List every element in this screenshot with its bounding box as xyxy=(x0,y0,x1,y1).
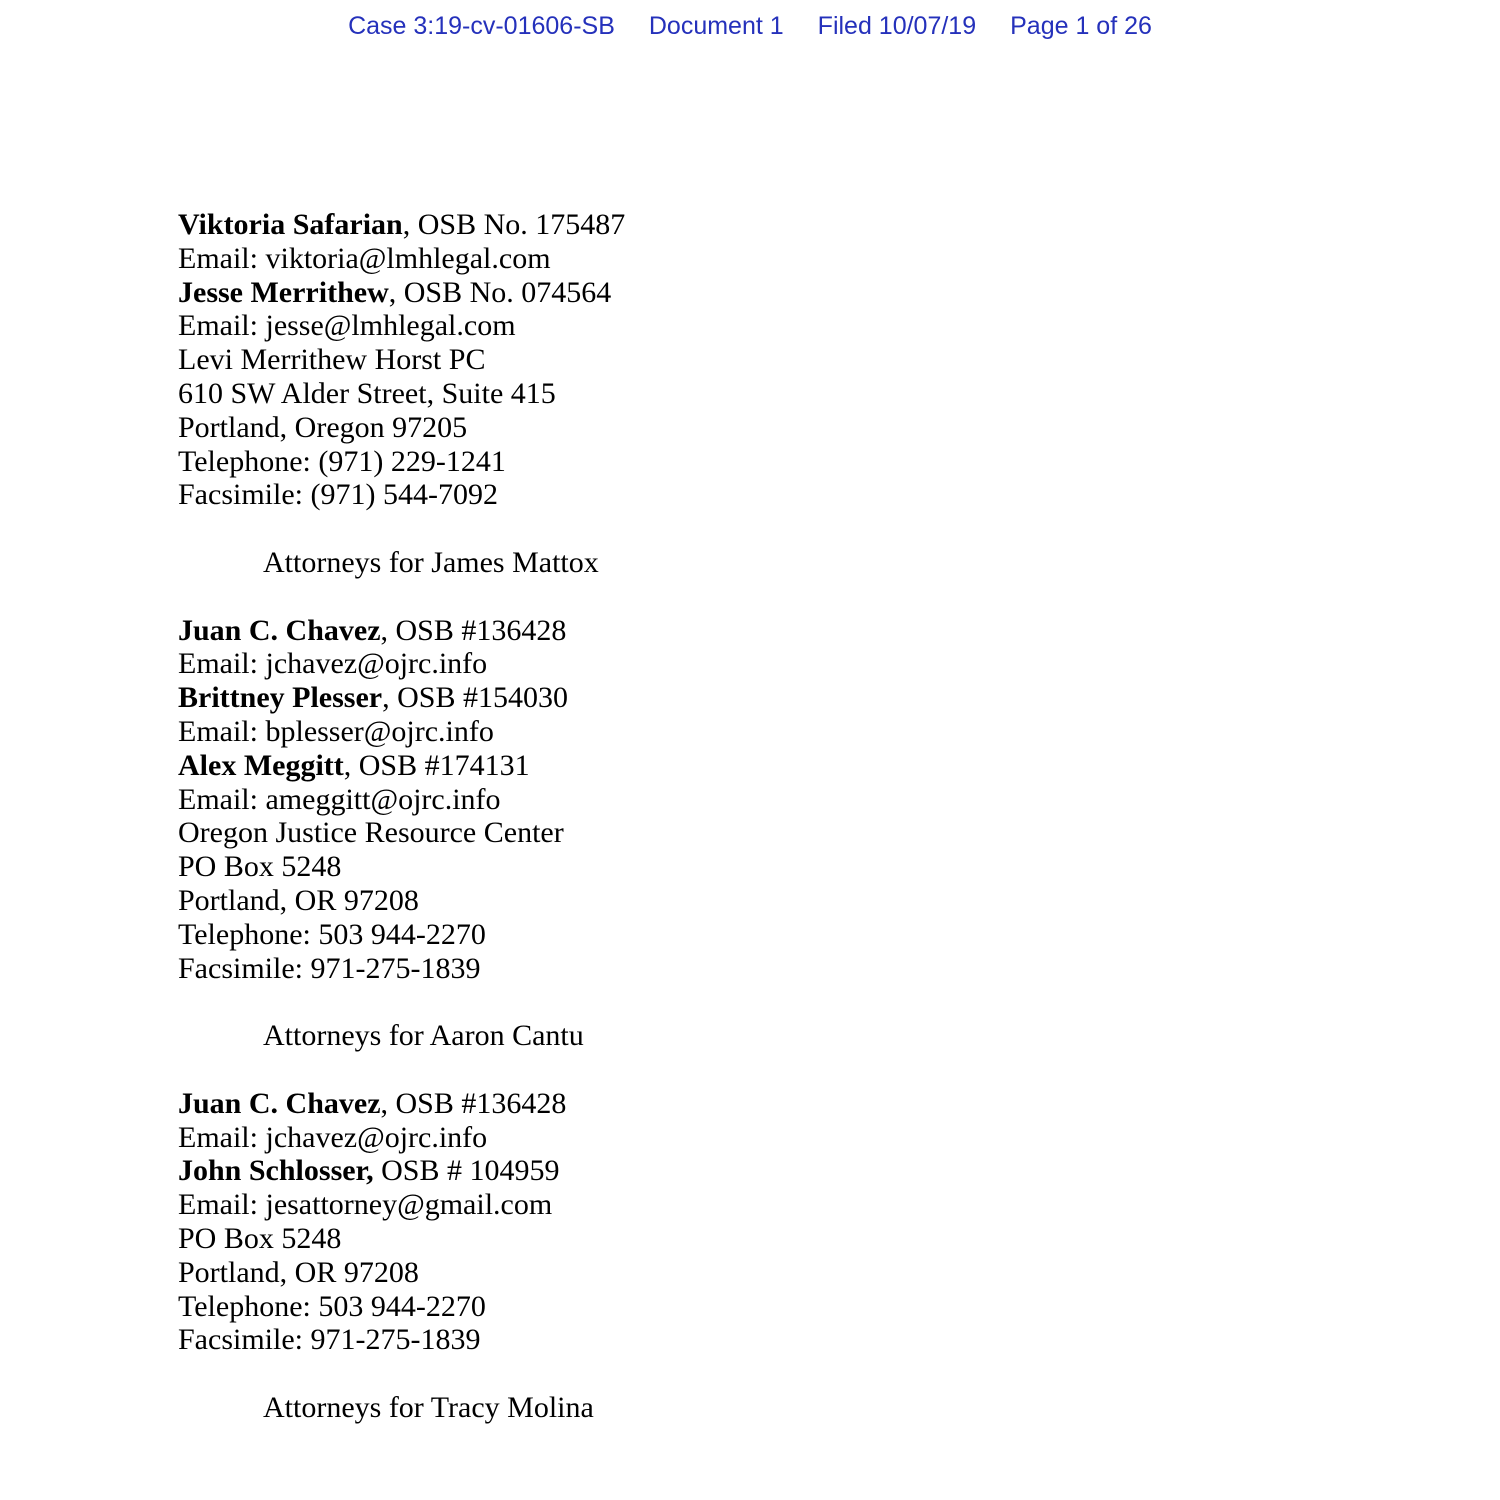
contact-text: Telephone: 503 944-2270 xyxy=(178,917,486,951)
attorney-attribution-line: Attorneys for James Mattox xyxy=(263,545,599,579)
contact-line xyxy=(178,1323,1400,1357)
contact-text: Email: jesse@lmhlegal.com xyxy=(178,309,516,343)
contact-line xyxy=(178,276,1400,310)
contact-line xyxy=(178,1121,1400,1155)
contact-text: , OSB #174131 xyxy=(343,748,530,782)
contact-line xyxy=(178,1154,1400,1188)
contact-text: Portland, OR 97208 xyxy=(178,883,419,917)
contact-line xyxy=(178,681,1400,715)
case-stamp-header xyxy=(0,12,1500,41)
contact-text: , OSB #136428 xyxy=(380,1086,567,1120)
contact-text: Telephone: (971) 229-1241 xyxy=(178,444,506,478)
attorney-name-text: John Schlosser, xyxy=(178,1154,374,1188)
contact-text: , OSB No. 074564 xyxy=(388,275,612,309)
contact-line xyxy=(178,783,1400,817)
contact-text: OSB # 104959 xyxy=(373,1154,560,1188)
contact-line xyxy=(178,208,1400,242)
stamp-filed-date: Filed 10/07/19 xyxy=(817,12,977,40)
attorney-contact-block xyxy=(178,1087,1400,1357)
contact-line xyxy=(178,1290,1400,1324)
attorney-name-text: Viktoria Safarian xyxy=(178,208,403,241)
attorney-contact-block xyxy=(178,614,1400,986)
contact-text: Email: jchavez@ojrc.info xyxy=(178,1120,488,1154)
contact-text: Portland, Oregon 97205 xyxy=(178,410,468,444)
contact-text: Facsimile: 971-275-1839 xyxy=(178,951,481,985)
attorney-attribution-line: Attorneys for Tracy Molina xyxy=(263,1390,594,1424)
contact-text: Email: bplesser@ojrc.info xyxy=(178,714,494,748)
contact-line xyxy=(178,478,1400,512)
contact-line xyxy=(178,749,1400,783)
contact-text: Email: jchavez@ojrc.info xyxy=(178,647,488,681)
contact-line xyxy=(178,884,1400,918)
contact-text: Facsimile: (971) 544-7092 xyxy=(178,478,498,512)
contact-line xyxy=(178,411,1400,445)
attorney-name-text: Brittney Plesser xyxy=(178,681,383,715)
contact-text: , OSB #154030 xyxy=(382,681,568,715)
attorney-attribution-line: Attorneys for Aaron Cantu xyxy=(263,1019,584,1053)
contact-line xyxy=(178,850,1400,884)
contact-line xyxy=(178,816,1400,850)
contact-text: PO Box 5248 xyxy=(178,1221,342,1255)
contact-line xyxy=(178,445,1400,479)
attorney-name-text: Jesse Merrithew xyxy=(178,275,389,309)
contact-text: Email: ameggitt@ojrc.info xyxy=(178,782,501,816)
attorney-name-text: Alex Meggitt xyxy=(178,748,344,782)
contact-line xyxy=(178,647,1400,681)
contact-line xyxy=(178,343,1400,377)
stamp-page-number: Page 1 of 26 xyxy=(1010,12,1152,40)
contact-line xyxy=(178,377,1400,411)
contact-line xyxy=(178,1188,1400,1222)
contact-line xyxy=(178,715,1400,749)
contact-text: 610 SW Alder Street, Suite 415 xyxy=(178,376,556,410)
contact-text: Oregon Justice Resource Center xyxy=(178,816,564,850)
contact-text: Email: jesattorney@gmail.com xyxy=(178,1188,553,1222)
contact-line xyxy=(178,918,1400,952)
contact-line xyxy=(178,242,1400,276)
attorney-name-text: Juan C. Chavez xyxy=(178,1086,381,1120)
contact-text: Telephone: 503 944-2270 xyxy=(178,1289,486,1323)
contact-line xyxy=(178,309,1400,343)
contact-line xyxy=(178,1256,1400,1290)
contact-text: Levi Merrithew Horst PC xyxy=(178,343,486,377)
attorney-contact-block xyxy=(178,208,1400,512)
contact-text: Email: viktoria@lmhlegal.com xyxy=(178,241,551,275)
contact-text: , OSB #136428 xyxy=(380,613,567,647)
contact-line xyxy=(178,1087,1400,1121)
contact-line xyxy=(178,952,1400,986)
contact-text: Portland, OR 97208 xyxy=(178,1255,419,1289)
contact-text: Facsimile: 971-275-1839 xyxy=(178,1323,481,1357)
document-body xyxy=(178,208,1400,1458)
attorney-name-text: Juan C. Chavez xyxy=(178,613,381,647)
contact-line xyxy=(178,1222,1400,1256)
contact-text: , OSB No. 175487 xyxy=(402,208,626,241)
contact-text: PO Box 5248 xyxy=(178,850,342,884)
stamp-case-number: Case 3:19-cv-01606-SB xyxy=(348,12,615,40)
contact-line xyxy=(178,614,1400,648)
stamp-document-number: Document 1 xyxy=(648,12,784,40)
